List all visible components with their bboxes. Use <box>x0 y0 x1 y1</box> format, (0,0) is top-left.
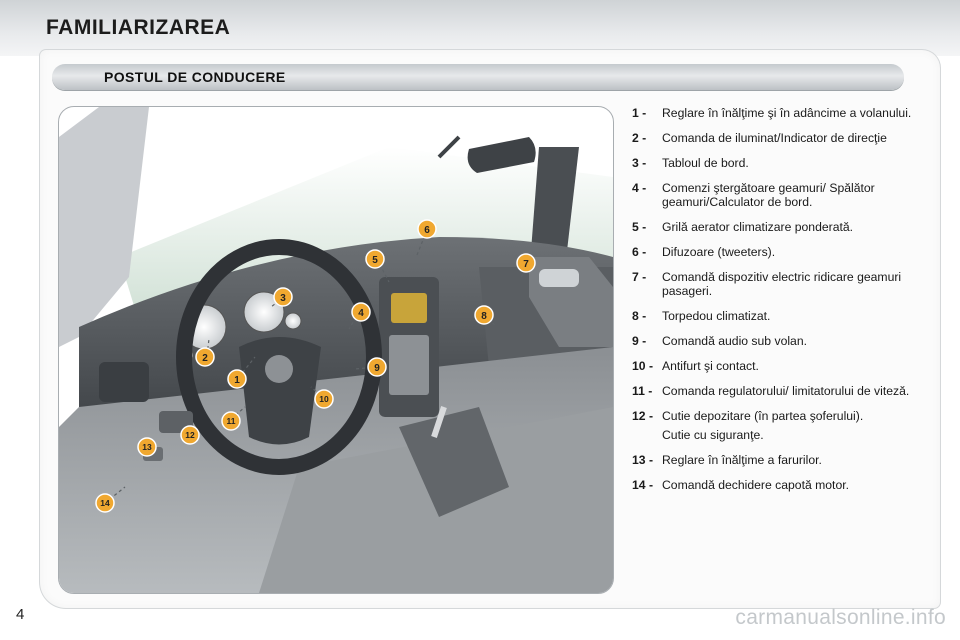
dashboard-drawing <box>59 107 613 593</box>
marker-5 <box>366 250 384 268</box>
legend-item <box>632 220 932 234</box>
svg-text:5: 5 <box>372 255 378 266</box>
marker-7 <box>517 254 535 272</box>
legend-text: Comandă dispozitiv electric ridicare geamuri pasageri. <box>662 270 902 298</box>
marker-11 <box>222 412 240 430</box>
center-screen <box>391 293 427 323</box>
svg-text:2: 2 <box>202 353 208 364</box>
legend-text: Grilă aerator climatizare ponderată. <box>662 220 854 234</box>
legend-item <box>632 181 932 209</box>
legend-item <box>632 309 932 323</box>
legend-number: 12 - <box>632 409 654 423</box>
marker-3 <box>274 288 292 306</box>
legend-number: 10 - <box>632 359 654 373</box>
svg-text:12: 12 <box>185 430 195 440</box>
svg-text:13: 13 <box>142 442 152 452</box>
legend-text: Comandă audio sub volan. <box>662 334 807 348</box>
svg-text:1: 1 <box>234 375 240 386</box>
legend-item <box>632 359 932 373</box>
legend-list <box>632 106 932 503</box>
legend-item <box>632 270 932 298</box>
legend-number: 8 - <box>632 309 647 323</box>
dashboard-illustration <box>58 106 614 594</box>
legend-text: Comenzi ştergătoare geamuri/ Spălător geamuri/Calculator de bord. <box>662 181 875 209</box>
legend-number: 13 - <box>632 453 654 467</box>
legend-item <box>632 245 932 259</box>
legend-item <box>632 478 932 492</box>
legend-number: 4 - <box>632 181 647 195</box>
marker-4 <box>352 303 370 321</box>
legend-text: Tabloul de bord. <box>662 156 749 170</box>
legend-number: 6 - <box>632 245 647 259</box>
svg-text:4: 4 <box>358 308 364 319</box>
legend-item <box>632 156 932 170</box>
legend-text: Reglare în înălţime a farurilor. <box>662 453 822 467</box>
brand-emblem <box>265 355 293 383</box>
legend-item <box>632 131 932 145</box>
legend-text: Comanda regulatorului/ limitatorului de viteză. <box>662 384 910 398</box>
svg-text:8: 8 <box>481 311 487 322</box>
legend-item <box>632 453 932 467</box>
door-handle <box>539 269 579 287</box>
legend-text: Cutie depozitare (în partea şoferului). <box>662 409 864 423</box>
legend-item <box>632 106 932 120</box>
marker-9 <box>368 358 386 376</box>
legend-text: Comandă dechidere capotă motor. <box>662 478 849 492</box>
legend-number: 3 - <box>632 156 647 170</box>
legend-text: Comanda de iluminat/Indicator de direcţie <box>662 131 887 145</box>
svg-text:14: 14 <box>100 498 110 508</box>
svg-text:11: 11 <box>226 416 236 426</box>
legend-number: 9 - <box>632 334 647 348</box>
svg-text:9: 9 <box>374 363 380 374</box>
legend-item <box>632 384 932 398</box>
legend-item <box>632 334 932 348</box>
legend-item <box>632 409 932 423</box>
marker-10 <box>315 390 333 408</box>
marker-14 <box>96 494 114 512</box>
svg-text:7: 7 <box>523 259 529 270</box>
marker-1 <box>228 370 246 388</box>
legend-number: 2 - <box>632 131 647 145</box>
page-number: 4 <box>16 606 25 623</box>
legend-text: Reglare în înălţime şi în adâncime a volanului. <box>662 106 912 120</box>
legend-number: 14 - <box>632 478 654 492</box>
marker-2 <box>196 348 214 366</box>
watermark: carmanualsonline.info <box>735 606 946 629</box>
legend-number: 11 - <box>632 384 653 398</box>
marker-13 <box>138 438 156 456</box>
section-title: POSTUL DE CONDUCERE <box>104 69 286 85</box>
legend-text: Difuzoare (tweeters). <box>662 245 776 259</box>
legend-text: Antifurt şi contact. <box>662 359 759 373</box>
air-vent-left <box>99 362 149 402</box>
svg-text:10: 10 <box>319 394 329 404</box>
marker-12 <box>181 426 199 444</box>
legend-number: 7 - <box>632 270 647 284</box>
marker-6 <box>418 220 436 238</box>
audio-panel <box>389 335 429 395</box>
svg-text:3: 3 <box>280 293 286 304</box>
legend-text: Torpedou climatizat. <box>662 309 771 323</box>
legend-number: 1 - <box>632 106 647 120</box>
legend-extra-text: Cutie cu siguranţe. <box>662 428 764 442</box>
marker-8 <box>475 306 493 324</box>
page-title: FAMILIARIZAREA <box>46 16 231 39</box>
legend-number: 5 - <box>632 220 647 234</box>
svg-text:6: 6 <box>424 225 430 236</box>
